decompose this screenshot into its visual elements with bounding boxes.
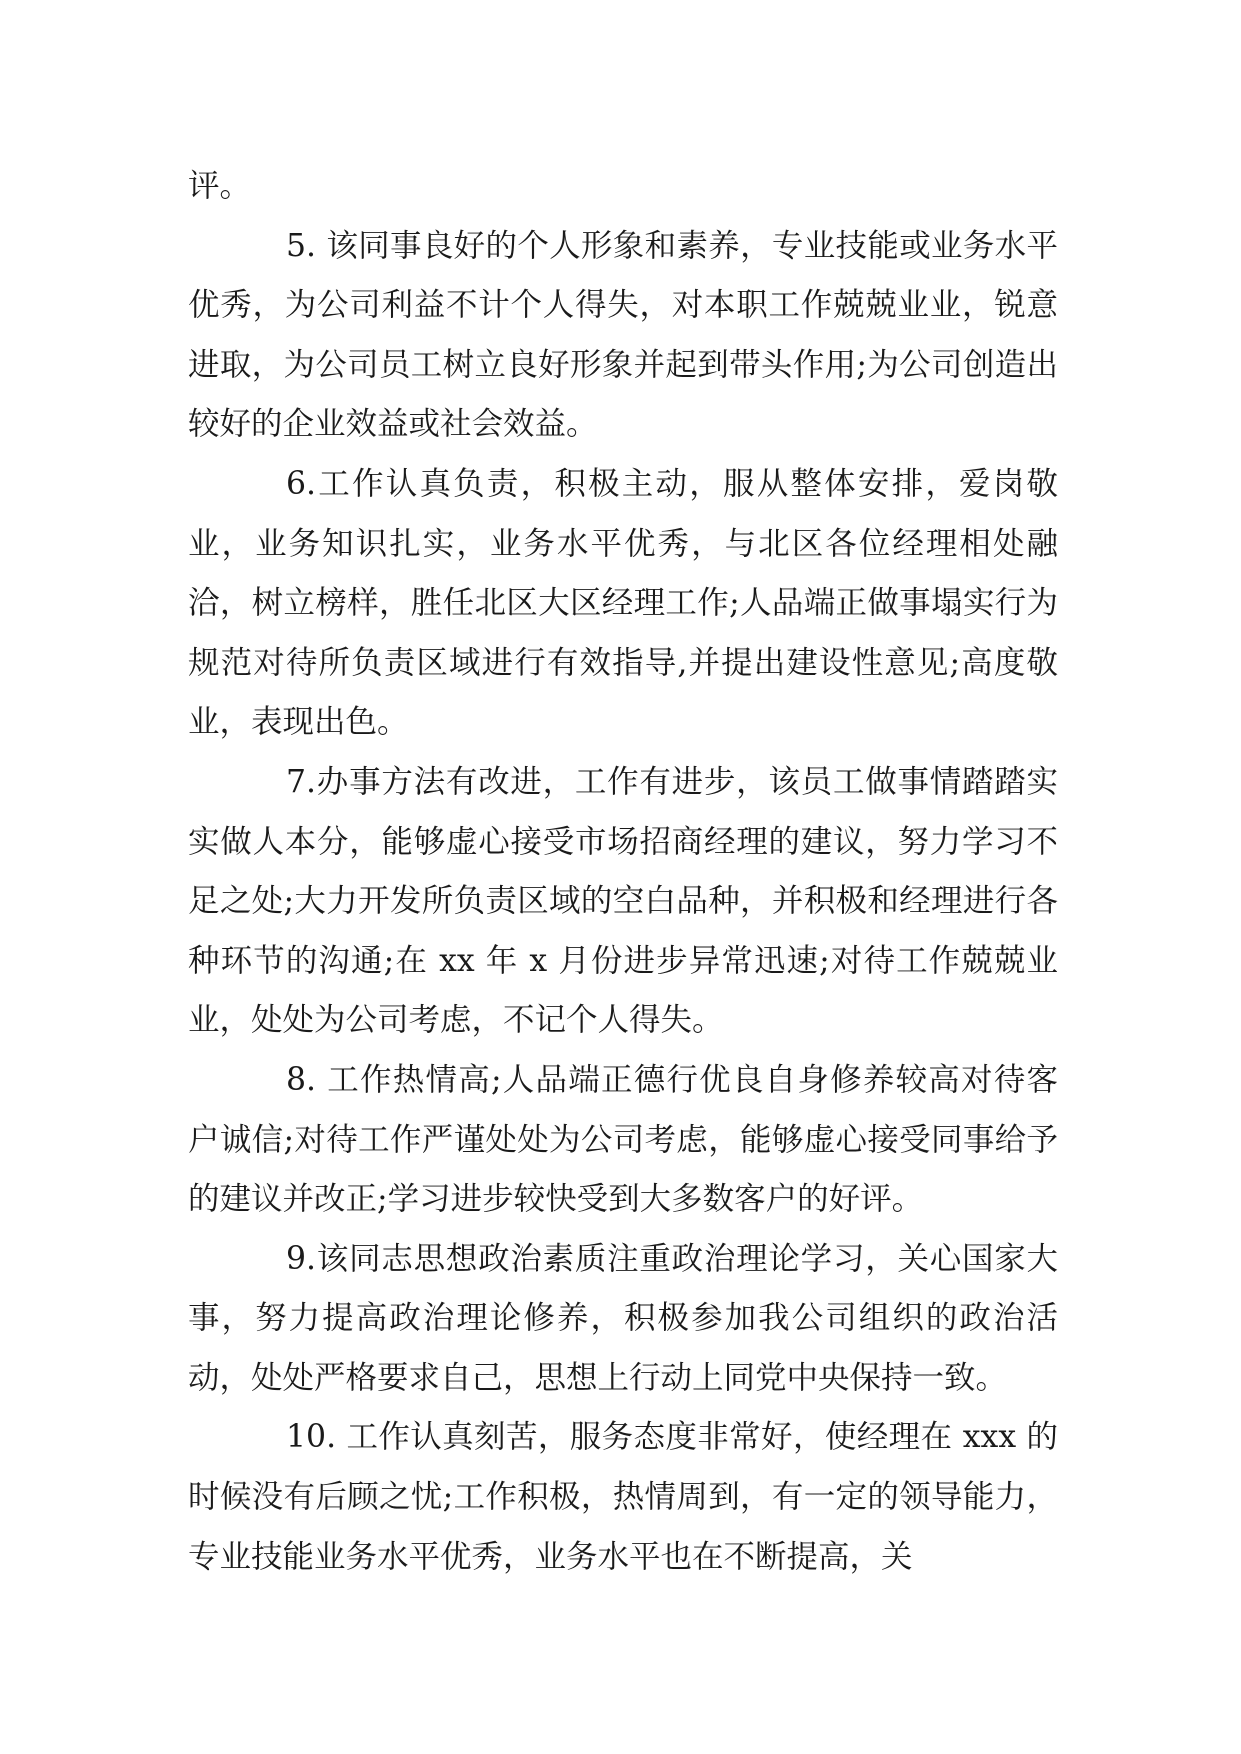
paragraph-item-5: 5. 该同事良好的个人形象和素养，专业技能或业务水平优秀，为公司利益不计个人得失，对本职工作兢兢业业，锐意进取，为公司员工树立良好形象并起到带头作用;为公司创造出较好的企业效益或社会效益。 (188, 227, 1058, 443)
paragraph-item-9: 9.该同志思想政治素质注重政治理论学习，关心国家大事，努力提高政治理论修养，积极参加我公司组织的政治活动，处处严格要求自己，思想上行动上同党中央保持一致。 (188, 1240, 1058, 1396)
document-body (188, 157, 1058, 1587)
paragraph-item-10: 10. 工作认真刻苦，服务态度非常好，使经理在 xxx 的时候没有后顾之忧;工作积极，热情周到，有一定的领导能力，专业技能业务水平优秀，业务水平也在不断提高，关 (188, 1419, 1058, 1575)
paragraph-item-6: 6.工作认真负责，积极主动，服从整体安排，爱岗敬业，业务知识扎实，业务水平优秀，与北区各位经理相处融洽，树立榜样，胜任北区大区经理工作;人品端正做事塌实行为规范对待所负责区域进行有效指导,并提出建设性意见;高度敬业，表现出色。 (188, 465, 1058, 741)
paragraph-continuation: 评。 (188, 168, 252, 204)
paragraph-item-7: 7.办事方法有改进，工作有进步，该员工做事情踏踏实实做人本分，能够虚心接受市场招商经理的建议，努力学习不足之处;大力开发所负责区域的空白品种，并积极和经理进行各种环节的沟通;在 xx 年 x 月份进步异常迅速;对待工作兢兢业业，处处为公司考虑，不记个人得失。 (188, 763, 1058, 1039)
paragraph-item-8: 8. 工作热情高;人品端正德行优良自身修养较高对待客户诚信;对待工作严谨处处为公司考虑，能够虚心接受同事给予的建议并改正;学习进步较快受到大多数客户的好评。 (188, 1061, 1058, 1218)
